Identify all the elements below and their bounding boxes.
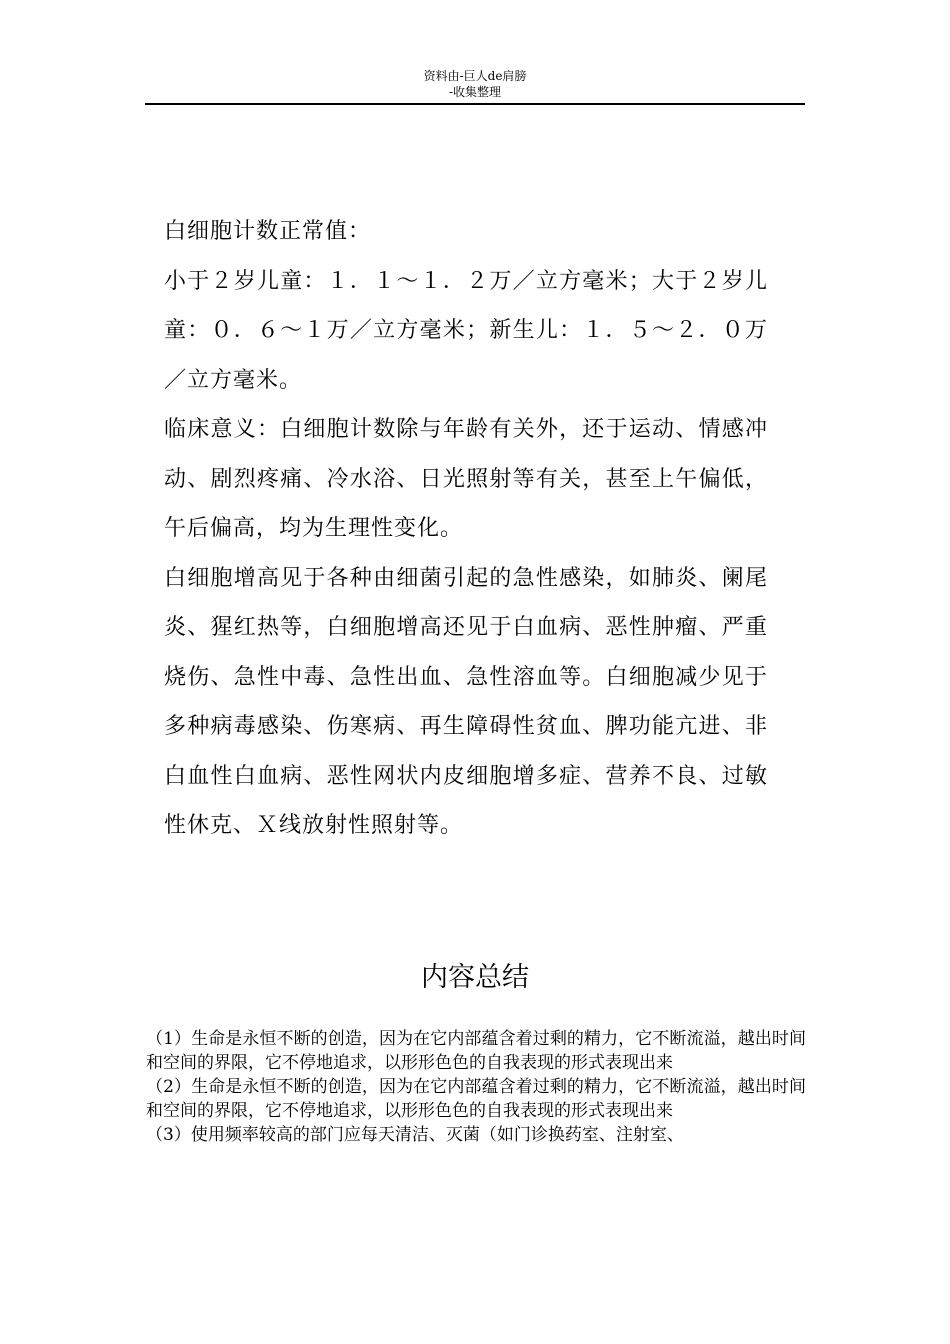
summary-item-3: （3）使用频率较高的部门应每天清洁、灭菌（如门诊换药室、注射室、 [146, 1125, 684, 1145]
wbc-normal-values: 小于２岁儿童：１．１～１．２万／立方毫米；大于２岁儿童：０．６～１万／立方毫米；新生儿：１．５～２．０万／立方毫米。 [164, 268, 768, 393]
clinical-significance: 临床意义：白细胞计数除与年龄有关外，还于运动、情感冲动、剧烈疼痛、冷水浴、日光照射等有关，甚至上午偏低，午后偏高，均为生理性变化。 [164, 417, 768, 541]
wbc-increase-decrease: 白细胞增高见于各种由细菌引起的急性感染，如肺炎、阑尾炎、猩红热等，白细胞增高还见于白血病、恶性肿瘤、严重烧伤、急性中毒、急性出血、急性溶血等。白细胞减少见于多种病毒感染、伤寒病、再生障碍性贫血、脾功能亢进、非白血性白血病、恶性网状内皮细胞增多症、营养不良、过敏性休克、Ｘ线放射性照射等。 [164, 565, 768, 838]
summary-item-1: （1）生命是永恒不断的创造，因为在它内部蕴含着过剩的精力，它不断流溢，越出时间和空间的界限，它不停地追求，以形形色色的自我表现的形式表现出来 [146, 1029, 806, 1073]
header-divider [145, 103, 805, 105]
summary-title: 内容总结 [421, 962, 529, 993]
header-collect-line: -收集整理 [448, 85, 502, 99]
page-header [145, 68, 805, 100]
main-body [164, 207, 768, 851]
wbc-normal-heading: 白细胞计数正常值： [164, 219, 372, 244]
header-source-line: 资料由-巨人de肩膀 [423, 69, 527, 83]
summary-list [146, 1027, 806, 1147]
summary-item-2: （2）生命是永恒不断的创造，因为在它内部蕴含着过剩的精力，它不断流溢，越出时间和空间的界限，它不停地追求，以形形色色的自我表现的形式表现出来 [146, 1077, 806, 1121]
